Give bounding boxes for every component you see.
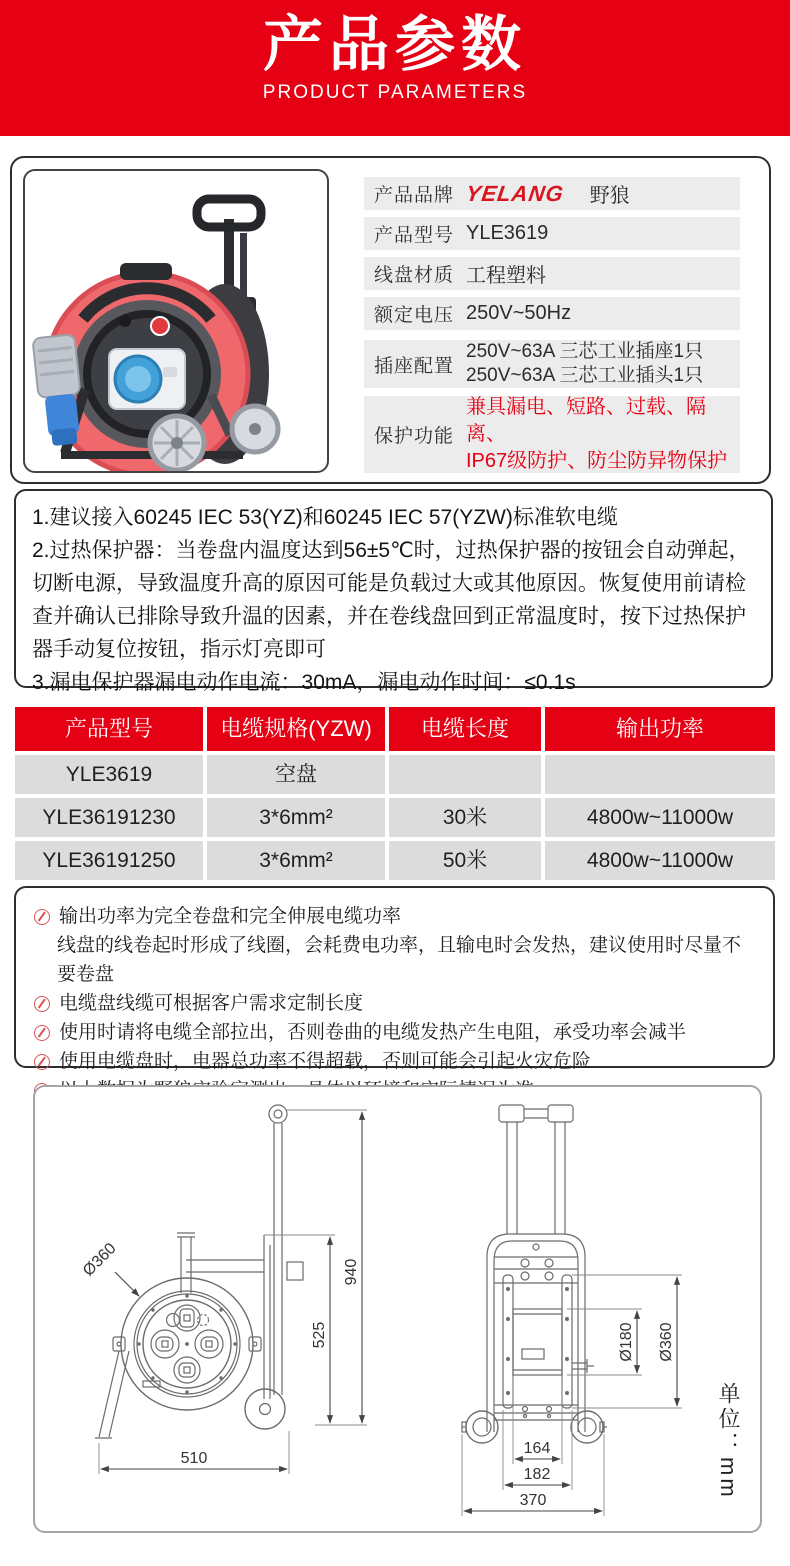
table-cell: 30米 [389, 798, 541, 837]
trolley-grip [197, 199, 261, 227]
product-photo-illustration [25, 171, 327, 471]
spec-label: 保护功能 [374, 426, 455, 447]
spec-row-material [364, 257, 740, 290]
brand-name: 野狼 [589, 185, 630, 207]
no-rewind-icon [34, 1025, 50, 1041]
wheel [150, 416, 204, 470]
table-cell [389, 755, 541, 794]
spec-row-voltage [364, 297, 740, 330]
dim-label-drum-width: 164 [523, 1440, 551, 1457]
table-header-cable-spec: 电缆规格(YZW) [207, 707, 385, 751]
table-header-cable-length: 电缆长度 [389, 707, 541, 751]
table-cell: 3*6mm² [207, 798, 385, 837]
no-rewind-icon [34, 996, 50, 1012]
unit-label: 单位：mm [716, 1382, 741, 1500]
table-cell: 空盘 [207, 755, 385, 794]
dim-label-reel-diameter: Ø360 [79, 1239, 120, 1280]
warning-item: 输出功率为完全卷盘和完全伸展电缆功率 [34, 902, 755, 931]
model-table [15, 707, 775, 880]
page-subtitle: PRODUCT PARAMETERS [262, 82, 528, 103]
spec-label: 插座配置 [374, 355, 455, 377]
spec-value-protection: 兼具漏电、短路、过载、隔离、 IP67级防护、防尘防异物保护 [466, 396, 728, 472]
spec-label: 线盘材质 [374, 265, 455, 286]
brand-logo: YELANG [464, 180, 566, 206]
dim-label-frame-height: 525 [311, 1321, 328, 1349]
dim-label-base-width: 510 [180, 1450, 208, 1467]
page-header [0, 0, 790, 136]
dim-label-track-width: 370 [519, 1492, 547, 1509]
usage-notes-box [14, 489, 773, 694]
dim-label-flange-diameter: Ø360 [658, 1322, 675, 1362]
warning-notes-box [14, 886, 775, 1072]
note-line: 3.漏电保护器漏电动作电流：30mA，漏电动作时间：≤0.1s [32, 671, 576, 694]
wheel [232, 406, 278, 452]
drawing-side-view [437, 1097, 727, 1537]
note-line: 2.过热保护器：当卷盘内温度达到56±5℃时，过热保护器的按钮会自动弹起，切断电源，导致温度升高的原因可能是负载过大或其他原因。恢复使用前请检查并确认已排除导致升温的因素，并在卷线盘回到正常温度时，按下过热保护器手动复位按钮，指示灯亮即可 [32, 539, 750, 661]
spec-label: 产品型号 [374, 225, 455, 246]
spec-label: 产品品牌 [374, 185, 455, 206]
spec-value: 250V~50Hz [466, 302, 572, 324]
spec-row-model [364, 217, 740, 250]
table-cell [545, 755, 775, 794]
spec-row-protection [364, 396, 740, 473]
dim-label-drum-diameter: Ø180 [618, 1322, 635, 1362]
spec-value: 250V~63A 三芯工业插座1只 250V~63A 三芯工业插头1只 [466, 341, 704, 386]
spec-row-brand [364, 177, 740, 210]
table-cell: 3*6mm² [207, 841, 385, 880]
spec-value: YLE3619 [466, 222, 549, 244]
no-rewind-icon [34, 909, 50, 925]
reset-button [151, 317, 169, 335]
spec-value: 工程塑料 [466, 265, 546, 287]
no-rewind-icon [34, 1054, 50, 1070]
product-photo-frame [23, 169, 329, 473]
product-overview-section [10, 156, 771, 484]
warning-item-sub: 线盘的线卷起时形成了线圈，会耗费电功率，且输电时会发热，建议使用时尽量不要卷盘 [57, 935, 742, 985]
table-cell: YLE36191250 [15, 841, 203, 880]
spec-table [364, 158, 740, 486]
dim-label-total-height: 940 [343, 1258, 360, 1286]
table-header-output-power: 输出功率 [545, 707, 775, 751]
table-cell: 4800w~11000w [545, 798, 775, 837]
table-cell: YLE36191230 [15, 798, 203, 837]
page-title: 产品参数 [263, 11, 527, 78]
drawing-front-view [45, 1097, 375, 1527]
table-header-model: 产品型号 [15, 707, 203, 751]
spec-label: 额定电压 [374, 305, 455, 326]
warning-item: 电缆盘线缆可根据客户需求定制长度 [34, 989, 755, 1018]
table-cell: YLE3619 [15, 755, 203, 794]
note-line: 1.建议接入60245 IEC 53(YZ)和60245 IEC 57(YZW)标准软电缆 [32, 506, 618, 529]
warning-item: 使用电缆盘时，电器总功率不得超载，否则可能会引起火灾危险 [34, 1047, 755, 1076]
table-cell: 50米 [389, 841, 541, 880]
warning-item: 使用时请将电缆全部拉出，否则卷曲的电缆发热产生电阻，承受功率会减半 [34, 1018, 755, 1047]
table-cell: 4800w~11000w [545, 841, 775, 880]
dimension-drawings-box [33, 1085, 762, 1533]
spec-row-socket [364, 340, 740, 388]
dim-label-flange-width: 182 [523, 1466, 551, 1483]
